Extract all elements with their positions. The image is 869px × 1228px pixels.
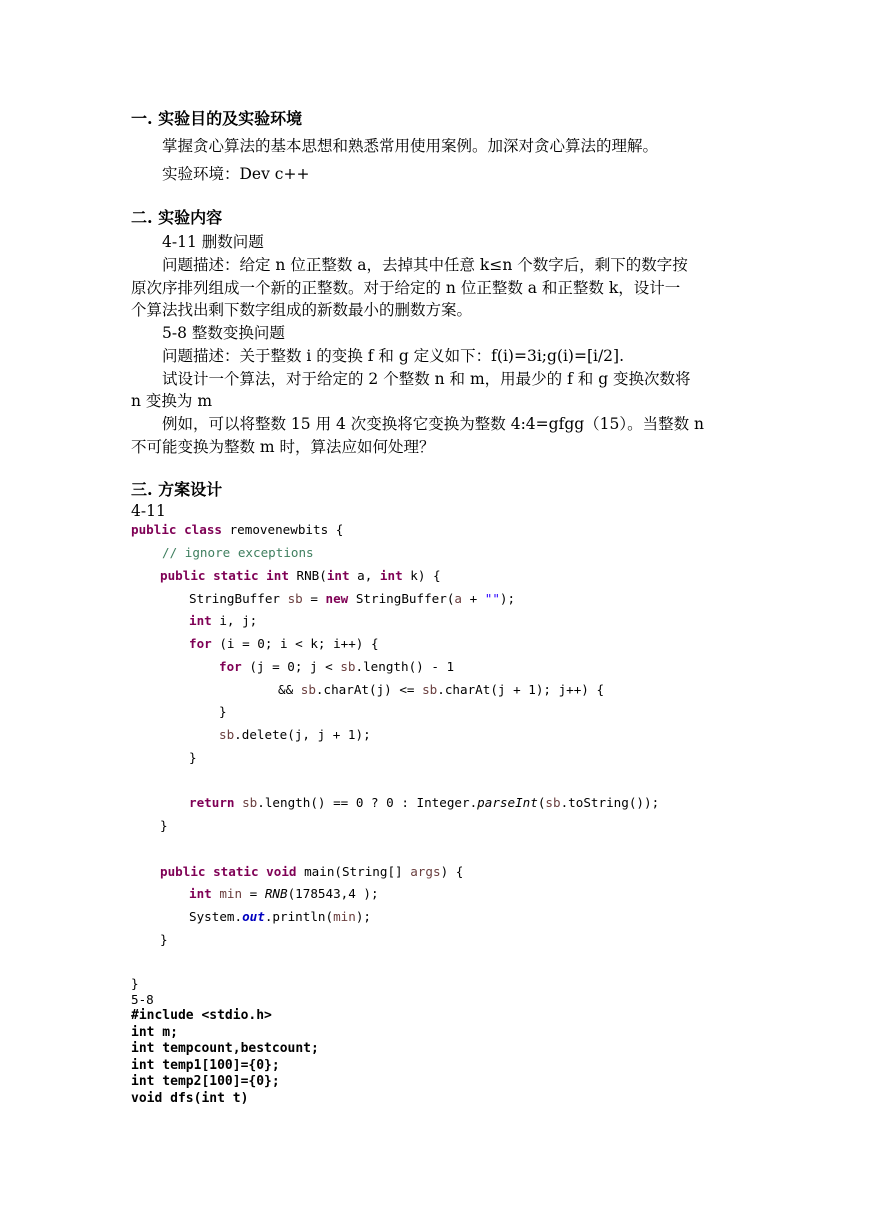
problem1-desc-line3: 个算法找出剩下数字组成的新数最小的删数方案。 [131, 301, 473, 319]
code-variable: min [333, 909, 356, 924]
code-line-close: } [189, 750, 197, 765]
code-text: StringBuffer( [348, 591, 455, 606]
keyword: for [189, 636, 212, 651]
code-text: ( [537, 795, 546, 810]
code-line-println [189, 908, 371, 926]
code-line-for-j [219, 658, 454, 676]
code-line-delete [219, 726, 371, 744]
code-variable: args [410, 864, 441, 879]
problem2-para3-line2: 不可能变换为整数 m 时，算法应如何处理？ [131, 438, 435, 456]
label-5-8: 5-8 [131, 992, 154, 1007]
code-text: = [242, 886, 265, 901]
code-text: System. [189, 909, 243, 924]
c-code-line: int temp2[100]={0}; [131, 1074, 280, 1089]
code-line-close: } [160, 932, 168, 947]
code-text: .length() - 1 [355, 659, 455, 674]
code-text: && [278, 682, 301, 697]
problem2-para2-line2: n 变换为 m [131, 392, 213, 410]
code-text: = [302, 591, 326, 606]
code-text: .delete(j, j + 1); [234, 727, 371, 742]
code-variable: sb [219, 727, 235, 742]
code-static-method: parseInt [477, 795, 538, 810]
keyword: int [189, 613, 212, 628]
code-text: RNB( [288, 568, 327, 583]
section1-paragraph-2: 实验环境：Dev c++ [162, 165, 310, 183]
code-text: (i = 0; i < k; i++) { [211, 636, 379, 651]
code-text: k) { [402, 568, 441, 583]
label-4-11: 4-11 [131, 502, 166, 520]
section2-heading: 二. 实验内容 [131, 208, 223, 227]
code-line-return [189, 794, 659, 812]
keyword: new [325, 591, 349, 606]
problem2-title: 5-8 整数变换问题 [162, 324, 285, 342]
section1-heading: 一. 实验目的及实验环境 [131, 109, 303, 128]
code-text: ) { [440, 864, 464, 879]
code-line-close: } [219, 704, 227, 719]
code-static-field: out [242, 909, 265, 924]
problem2-para2-line1: 试设计一个算法，对于给定的 2 个整数 n 和 m，用最少的 f 和 g 变换次数将 [162, 370, 691, 388]
code-string: "" [484, 591, 500, 606]
code-line-for-i [189, 635, 379, 653]
code-text [235, 795, 243, 810]
code-line-close-class: } [131, 976, 139, 991]
code-line-for-j-cond [278, 681, 604, 699]
code-static-method: RNB [264, 886, 288, 901]
c-code-line: int m; [131, 1025, 178, 1040]
c-code-line: #include <stdio.h> [131, 1008, 272, 1023]
code-text: .println( [264, 909, 334, 924]
keyword: public class [131, 522, 222, 537]
code-line-comment [162, 544, 314, 562]
code-text: ); [355, 909, 371, 924]
code-variable: sb [422, 682, 438, 697]
code-text: .charAt(j) <= [315, 682, 423, 697]
keyword: int [326, 568, 350, 583]
code-text: StringBuffer [189, 591, 288, 606]
problem1-title: 4-11 删数问题 [162, 233, 264, 251]
code-text: (178543,4 ); [287, 886, 379, 901]
code-line-sb-decl [189, 590, 515, 608]
code-text: ); [499, 591, 516, 606]
code-line-int-min [189, 885, 379, 903]
code-text: .length() == 0 ? 0 : Integer. [257, 795, 478, 810]
c-code-line: void dfs(int t) [131, 1091, 249, 1106]
code-line-close: } [160, 818, 168, 833]
keyword: return [189, 795, 235, 810]
code-text: + [462, 591, 485, 606]
keyword: public static void [160, 864, 297, 879]
code-variable: sb [340, 659, 356, 674]
keyword: int [189, 886, 212, 901]
code-line-main [160, 863, 463, 881]
keyword: int [379, 568, 403, 583]
problem1-desc-line2: 原次序排列组成一个新的正整数。对于给定的 n 位正整数 a 和正整数 k，设计一 [131, 279, 681, 297]
code-variable: sb [242, 795, 258, 810]
code-line-method-rnb [160, 567, 441, 585]
code-text: i, j; [211, 613, 258, 628]
problem1-desc-line1: 问题描述：给定 n 位正整数 a，去掉其中任意 k≤n 个数字后，剩下的数字按 [162, 256, 688, 274]
keyword: public static int [160, 568, 289, 583]
problem2-para3-line1: 例如，可以将整数 15 用 4 次变换将它变换为整数 4:4=gfgg（15）。当整数 n [162, 415, 705, 433]
code-text: .charAt(j + 1); j++) { [437, 682, 605, 697]
code-text: .toString()); [560, 795, 660, 810]
code-comment: // ignore exceptions [162, 545, 314, 560]
code-variable: sb [287, 591, 303, 606]
problem2-desc: 问题描述：关于整数 i 的变换 f 和 g 定义如下：f(i)=3i;g(i)=[i/2]. [162, 347, 625, 365]
code-variable: sb [300, 682, 316, 697]
code-text: a, [349, 568, 380, 583]
code-text: (j = 0; j < [241, 659, 341, 674]
c-code-line: int temp1[100]={0}; [131, 1058, 280, 1073]
code-variable: min [219, 886, 243, 901]
code-line-class [131, 521, 343, 539]
keyword: for [219, 659, 242, 674]
c-code-line: int tempcount,bestcount; [131, 1041, 319, 1056]
code-line-int-ij [189, 612, 257, 630]
section1-paragraph-1: 掌握贪心算法的基本思想和熟悉常用使用案例。加深对贪心算法的理解。 [162, 137, 659, 155]
code-variable: sb [545, 795, 561, 810]
code-text: removenewbits { [222, 522, 344, 537]
code-variable: a [454, 591, 462, 606]
code-text: main(String[] [296, 864, 411, 879]
section3-heading: 三. 方案设计 [131, 480, 223, 499]
